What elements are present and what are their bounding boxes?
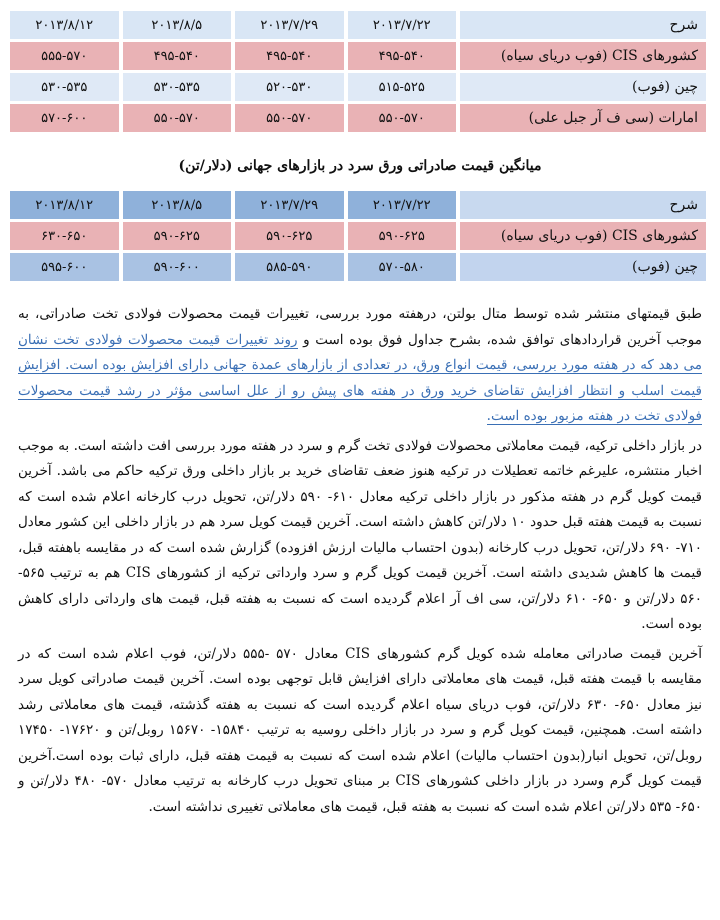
- row-label: امارات (سی ف آر جبل علی): [460, 104, 710, 132]
- table-cell: ۵۳۰-۵۳۵: [123, 73, 236, 101]
- article-body: [18, 302, 702, 824]
- table-header-row: [10, 191, 710, 219]
- highlighted-text: روند تغییرات قیمت محصولات فولادی تخت نشان می دهد که در هفته مورد بررسی، قیمت انواع ورق، در تعدادی از بازارهای عمدة جهانی دارای افزایش بوده است. افزایش قیمت اسلب و انتظار افزایش تقاضای خرید ورق در هفته های پیش رو از علل اساسی مؤثر در رشد قیمت محصولات فولادی تخت در هفته مزبور بوده است.: [18, 331, 702, 424]
- paragraph-2: در بازار داخلی ترکیه، قیمت معاملاتی محصولات فولادی تخت گرم و سرد در هفته مورد بررسی افت داشته است. به موجب اخبار منتشره، علیرغم خاتمه تعطیلات در ترکیه هنوز ضعف تقاضای خرید بر بازار داخلی ورق ترکیه حاکم می باشد. آخرین قیمت کویل گرم در هفته مذکور در بازار داخلی ترکیه معادل ۶۱۰- ۵۹۰ دلار/تن، تحویل درب کارخانه اعلام شده است که نسبت به قیمت هفته قبل حدود ۱۰ دلار/تن کاهش داشته است. آخرین قیمت کویل سرد هم در بازار داخلی این کشور معادل ۷۱۰- ۶۹۰ دلار/تن، تحویل درب کارخانه (بدون احتساب مالیات ارزش افزوده) گزارش شده است که در مقایسه باهفته قبل، قیمت ها کاهش شدیدی داشته است. آخرین قیمت کویل گرم و سرد وارداتی ترکیه از کشورهای CIS هم به ترتیب ۵۶۵- ۵۶۰ دلار/تن و ۶۵۰- ۶۱۰ دلار/تن، سی اف آر اعلام گردیده است که نسبت به هفته قبل، قیمت های وارداتی دارای کاهش بوده است.: [18, 437, 702, 632]
- hot-rolled-price-table: [10, 8, 710, 135]
- table-cell: ۵۵۰-۵۷۰: [348, 104, 461, 132]
- table-row: [10, 104, 710, 132]
- row-label: کشورهای CIS (فوب دریای سیاه): [460, 42, 710, 70]
- header-date: ۲۰۱۳/۷/۲۹: [235, 191, 348, 219]
- row-label: کشورهای CIS (فوب دریای سیاه): [460, 222, 710, 250]
- table-cell: ۵۲۰-۵۳۰: [235, 73, 348, 101]
- table-cell: ۵۹۰-۶۲۵: [235, 222, 348, 250]
- header-date: ۲۰۱۳/۷/۲۹: [235, 11, 348, 39]
- table-cell: ۵۷۰-۶۰۰: [10, 104, 123, 132]
- table-cell: ۵۵۰-۵۷۰: [235, 104, 348, 132]
- table-cell: ۵۹۵-۶۰۰: [10, 253, 123, 281]
- paragraph-3: آخرین قیمت صادراتی معامله شده کویل گرم کشورهای CIS معادل ۵۷۰ -۵۵۵ دلار/تن، فوب اعلام شده است که در مقایسه با قیمت هفته قبل، قیمت های معاملاتی دارای افزایش قابل توجهی بوده است. آخرین قیمت صادراتی کویل سرد نیز معادل ۶۵۰- ۶۳۰ دلار/تن، فوب دریای سیاه اعلام گردیده است که نسبت به هفته گذشته، قیمت های معاملاتی رشد داشته است. همچنین، قیمت کویل گرم و سرد در بازار داخلی روسیه به ترتیب ۱۵۸۴۰- ۱۵۶۷۰ روبل/تن و ۱۷۶۲۰- ۱۷۴۵۰ روبل/تن، تحویل انبار(بدون احتساب مالیات) اعلام شده است که نسبت به قیمت هفته قبل، دارای ثبات بوده است.آخرین قیمت کویل گرم وسرد در بازار داخلی کشورهای CIS بر مبنای تحویل درب کارخانه به ترتیب معادل ۵۷۰- ۴۸۰ دلار/تن و ۶۵۰- ۵۳۵ دلار/تن اعلام شده است که نسبت به هفته قبل، قیمت های معاملاتی تغییری نداشته است.: [18, 645, 703, 815]
- table-cell: ۵۸۵-۵۹۰: [235, 253, 348, 281]
- table-cell: ۵۹۰-۶۲۵: [123, 222, 236, 250]
- header-label: شرح: [460, 11, 710, 39]
- header-label: شرح: [460, 191, 710, 219]
- table-row: [10, 73, 710, 101]
- table-cell: ۵۵۰-۵۷۰: [123, 104, 236, 132]
- header-date: ۲۰۱۳/۸/۵: [123, 11, 236, 39]
- table-header-row: [10, 11, 710, 39]
- header-date: ۲۰۱۳/۸/۵: [123, 191, 236, 219]
- row-label: چین (فوب): [460, 253, 710, 281]
- table-row: [10, 42, 710, 70]
- header-date: ۲۰۱۳/۷/۲۲: [348, 11, 461, 39]
- table-cell: ۴۹۵-۵۴۰: [235, 42, 348, 70]
- table-cell: ۴۹۵-۵۴۰: [348, 42, 461, 70]
- table-cell: ۵۵۵-۵۷۰: [10, 42, 123, 70]
- table-cell: ۴۹۵-۵۴۰: [123, 42, 236, 70]
- table-cell: ۵۳۰-۵۳۵: [10, 73, 123, 101]
- paragraph-1: [18, 302, 702, 430]
- table-row: [10, 222, 710, 250]
- header-date: ۲۰۱۳/۷/۲۲: [348, 191, 461, 219]
- row-label: چین (فوب): [460, 73, 710, 101]
- table-cell: ۵۷۰-۵۸۰: [348, 253, 461, 281]
- table-cell: ۵۱۵-۵۲۵: [348, 73, 461, 101]
- table-cell: ۶۳۰-۶۵۰: [10, 222, 123, 250]
- paragraph-text: طبق قیمتهای منتشر شده توسط متال بولتن، درهفته مورد بررسی، تغییرات قیمت محصولات فولادی تخت صادراتی، به موجب آخرین قراردادهای توافق شده، بشرح جداول فوق بوده است و: [18, 306, 703, 348]
- table-caption: میانگین قیمت صادراتی ورق سرد در بازارهای جهانی (دلار/تن): [178, 158, 542, 174]
- table-cell: ۵۹۰-۶۰۰: [123, 253, 236, 281]
- cold-rolled-price-table: [10, 188, 710, 284]
- header-date: ۲۰۱۳/۸/۱۲: [10, 11, 123, 39]
- header-date: ۲۰۱۳/۸/۱۲: [10, 191, 123, 219]
- table-cell: ۵۹۰-۶۲۵: [348, 222, 461, 250]
- table-row: [10, 253, 710, 281]
